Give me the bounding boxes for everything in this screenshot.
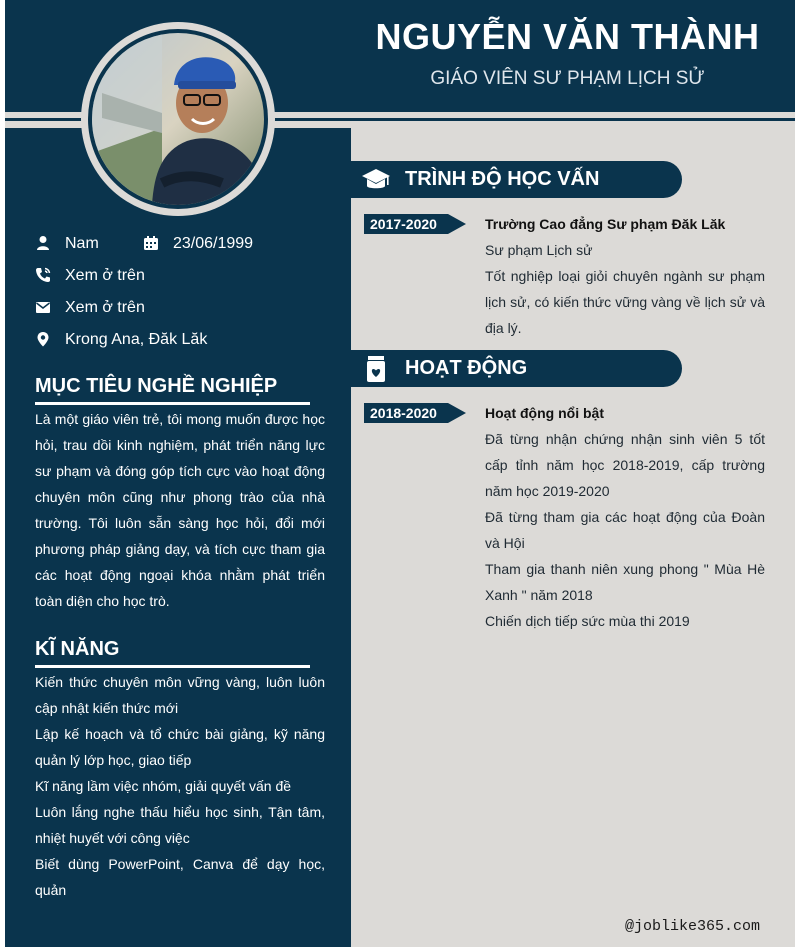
job-title: GIÁO VIÊN SƯ PHẠM LỊCH SỬ bbox=[430, 68, 705, 89]
education-school: Trường Cao đẳng Sư phạm Đăk Lăk bbox=[485, 216, 726, 232]
watermark: @joblike365.com bbox=[625, 918, 761, 935]
badge-icon bbox=[361, 355, 391, 383]
activity-item: Đã từng tham gia các hoạt động của Đoàn và Hội bbox=[485, 509, 765, 551]
phone-icon bbox=[35, 267, 51, 285]
birthday-value: 23/06/1999 bbox=[173, 235, 254, 252]
activity-item: Tham gia thanh niên xung phong " Mùa Hè Xanh " năm 2018 bbox=[485, 561, 765, 603]
map-pin-icon bbox=[35, 331, 51, 349]
activities-entry bbox=[485, 400, 765, 634]
skill-item: Biết dùng PowerPoint, Canva để dạy học, quản bbox=[35, 856, 325, 898]
activity-item: Đã từng nhận chứng nhận sinh viên 5 tốt cấp tỉnh năm học 2018-2019, cấp trường năm học 2019-2020 bbox=[485, 431, 765, 499]
education-major: Sư phạm Lịch sử bbox=[485, 242, 593, 258]
candidate-name: NGUYỄN VĂN THÀNH bbox=[375, 16, 760, 57]
education-date: 2017-2020 bbox=[370, 216, 437, 232]
avatar bbox=[81, 22, 275, 216]
gender-value: Nam bbox=[65, 235, 99, 252]
skill-item: Kĩ năng lầm việc nhóm, giải quyết vấn đề bbox=[35, 778, 292, 794]
activity-item: Chiến dịch tiếp sức mùa thi 2019 bbox=[485, 613, 690, 629]
activities-heading: Hoạt động nổi bật bbox=[485, 405, 604, 421]
objective-underline bbox=[35, 402, 310, 405]
resume-page bbox=[5, 0, 795, 947]
user-icon bbox=[35, 235, 51, 253]
objective-text: Là một giáo viên trẻ, tôi mong muốn được học hỏi, trau dồi kinh nghiệm, phát triển năng lực sư phạm và đóng góp tích cực vào hoạt động chuyên môn cũng như phong trào của nhà trường. Tôi luôn sẵn sàng học hỏi, đổi mới phương pháp giảng dạy, và tích cực tham gia các hoạt động ngoại khóa nhằm phát triển toàn diện cho học trò. bbox=[35, 411, 325, 609]
education-description: Tốt nghiệp loại giỏi chuyên ngành sư phạm lịch sử, có kiến thức vững vàng về lịch sử và địa lý. bbox=[485, 268, 765, 336]
email-value: Xem ở trên bbox=[65, 299, 145, 316]
activities-title: HOẠT ĐỘNG bbox=[405, 357, 528, 379]
education-title: TRÌNH ĐỘ HỌC VẤN bbox=[405, 168, 600, 190]
skills-underline bbox=[35, 665, 310, 668]
phone-value: Xem ở trên bbox=[65, 267, 145, 284]
skills-title: KĨ NĂNG bbox=[35, 638, 120, 660]
skill-item: Luôn lắng nghe thấu hiểu học sinh, Tận tâm, nhiệt huyết với công việc bbox=[35, 804, 325, 846]
portrait-image bbox=[92, 33, 264, 205]
activities-date: 2018-2020 bbox=[370, 405, 437, 421]
skills-list bbox=[35, 669, 325, 903]
calendar-icon bbox=[143, 235, 159, 253]
education-entry bbox=[485, 211, 765, 341]
objective-title: MỤC TIÊU NGHỀ NGHIỆP bbox=[35, 375, 278, 397]
activities-header bbox=[351, 350, 682, 387]
address-value: Krong Ana, Đăk Lăk bbox=[65, 331, 208, 348]
avatar-photo bbox=[92, 33, 264, 205]
graduation-cap-icon bbox=[361, 166, 391, 194]
education-header bbox=[351, 161, 682, 198]
skill-item: Lập kế hoạch và tổ chức bài giảng, kỹ năng quản lý lớp học, giao tiếp bbox=[35, 726, 325, 768]
skill-item: Kiến thức chuyên môn vững vàng, luôn luôn cập nhật kiến thức mới bbox=[35, 674, 325, 716]
envelope-icon bbox=[35, 299, 51, 317]
